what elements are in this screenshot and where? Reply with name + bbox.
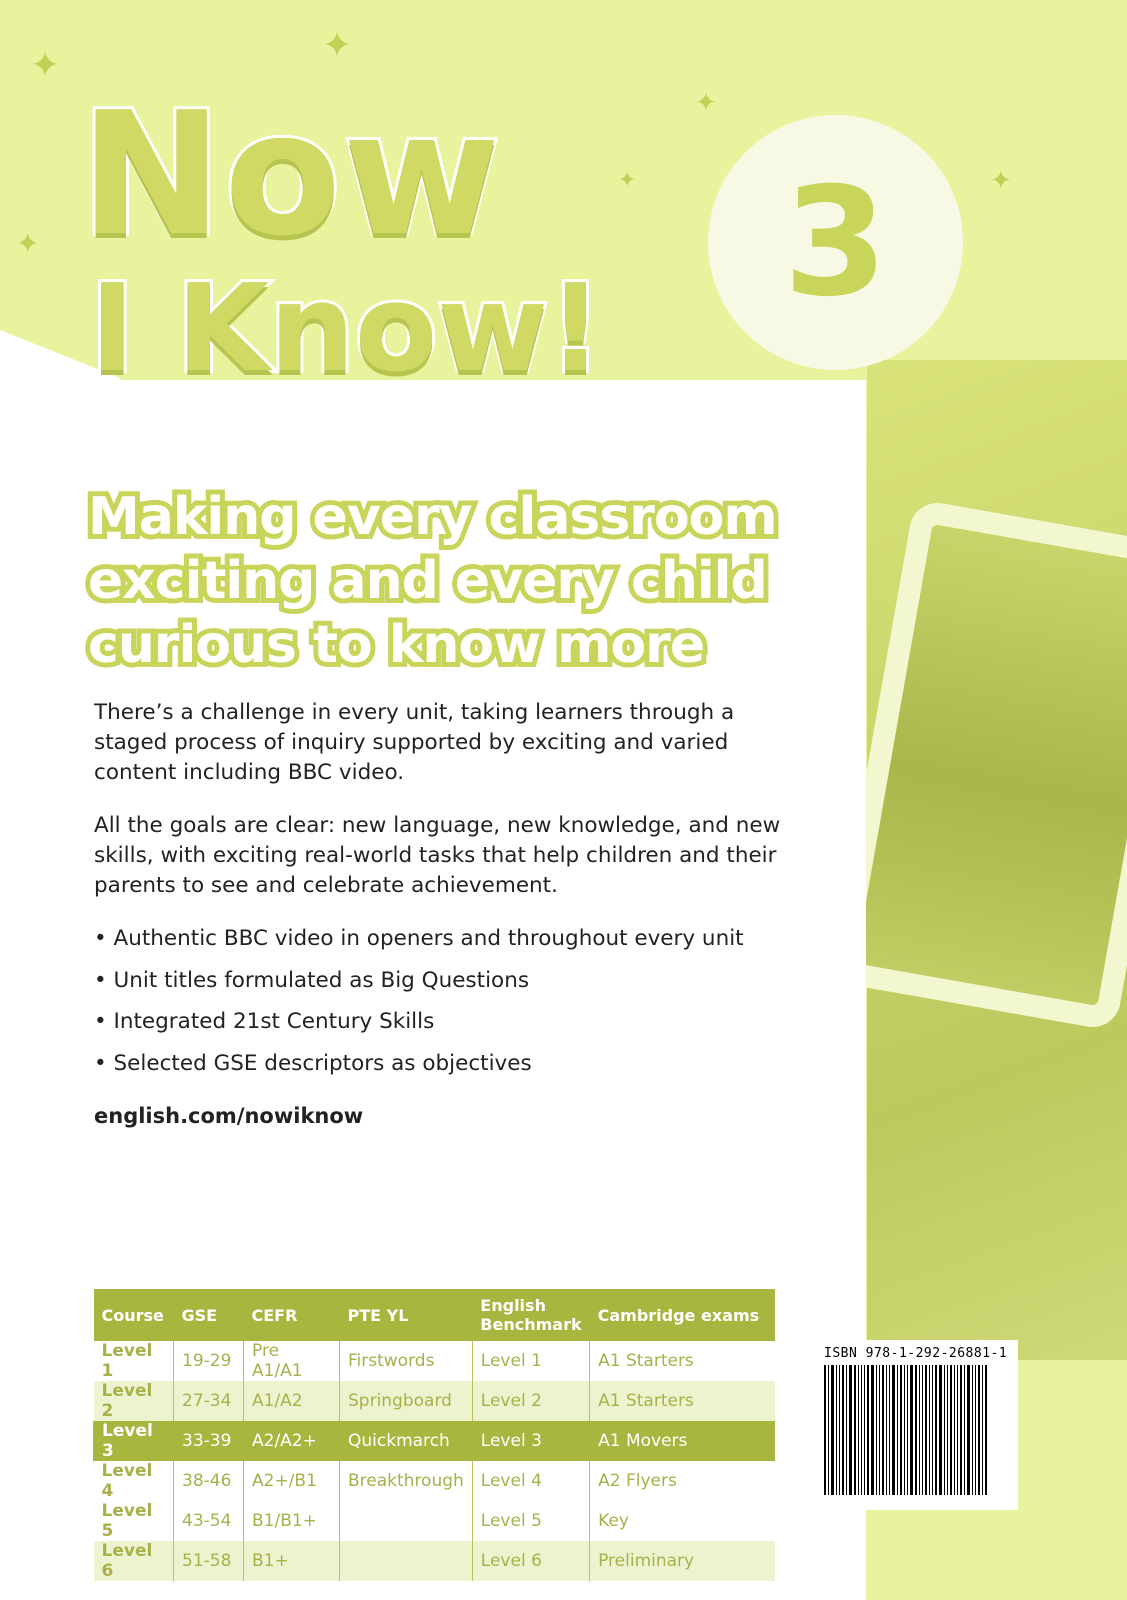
barcode-bar [864,1365,865,1495]
barcode-bar [954,1365,955,1495]
table-row [94,1381,776,1421]
barcode-bar [897,1365,898,1495]
list-item: • Selected GSE descriptors as objectives [94,1049,744,1091]
table-cell: Level 5 [472,1501,589,1541]
barcode-bar [950,1365,952,1495]
barcode-bar [964,1365,965,1495]
level-number: 3 [783,155,888,330]
list-item: • Integrated 21st Century Skills [94,1007,744,1049]
column-header: PTE YL [340,1289,473,1341]
table-cell: Key [590,1501,775,1541]
barcode-bar [867,1365,869,1495]
headline: Making every classroom exciting and every child curious to know more [88,487,777,675]
barcode-bar [842,1365,844,1495]
table-cell: A1 Movers [590,1421,775,1461]
table-cell: Pre A1/A1 [244,1341,340,1381]
barcode-bar [861,1365,862,1495]
table-cell: 51-58 [174,1541,244,1581]
barcode-bar [854,1365,856,1495]
column-header: Cambridge exams [590,1289,775,1341]
barcode-bar [876,1365,877,1495]
barcode-bar [910,1365,913,1495]
sparkle-icon: ✦ [695,88,717,118]
website-link[interactable]: english.com/nowiknow [94,1104,364,1128]
table-cell: 19-29 [174,1341,244,1381]
barcode-bar [892,1365,895,1495]
feature-list [94,924,744,1090]
table-cell: Level 2 [472,1381,589,1421]
barcode-bar [985,1365,987,1495]
barcode-bar [944,1365,945,1495]
barcode-bar [882,1365,884,1495]
barcode-bar [967,1365,970,1495]
table-cell: A2 Flyers [590,1461,775,1501]
table-cell: Preliminary [590,1541,775,1581]
table-cell: A1 Starters [590,1381,775,1421]
table-row [94,1541,776,1581]
goals-paragraph: All the goals are clear: new language, new knowledge, and new skills, with exciting real-world tasks that help children and their parents to see and celebrate achievement. [94,813,781,898]
table-cell: A1/A2 [244,1381,340,1421]
column-header: English Benchmark [472,1289,589,1341]
table-cell: A1 Starters [590,1341,775,1381]
title-line-1: Now [80,76,503,274]
barcode-bar [828,1365,829,1495]
barcode-bar [836,1365,837,1495]
table-cell: Firstwords [340,1341,473,1381]
level-table [93,1289,775,1581]
column-header: GSE [174,1289,244,1341]
barcode-bar [858,1365,859,1495]
barcode-bar [932,1365,933,1495]
table-cell: 27-34 [174,1381,244,1421]
barcode-bar [960,1365,962,1495]
isbn-number: ISBN 978-1-292-26881-1 [824,1346,1008,1361]
table-cell: 43-54 [174,1501,244,1541]
table-cell: Level 6 [472,1541,589,1581]
barcode-bar [957,1365,958,1495]
barcode-bar [907,1365,908,1495]
sparkle-icon: ✦ [990,166,1012,196]
barcode-bar [886,1365,887,1495]
table-cell: Level 2 [94,1381,174,1421]
sparkle-icon: ✦ [30,45,61,86]
table-cell: 38-46 [174,1461,244,1501]
barcode-bar [972,1365,973,1495]
table-cell: Springboard [340,1381,473,1421]
title-line-2: I Know! [90,260,603,399]
sparkle-icon: ✦ [618,168,637,193]
book-title [80,76,603,399]
barcode-bar [922,1365,923,1495]
table-header-row [94,1289,776,1341]
table-cell: Level 1 [472,1341,589,1381]
table-cell: Breakthrough [340,1461,473,1501]
barcode-bar [839,1365,840,1495]
column-header: CEFR [244,1289,340,1341]
table-cell: B1+ [244,1541,340,1581]
table-row [94,1461,776,1501]
sparkle-icon: ✦ [16,227,40,260]
barcode-bar [939,1365,942,1495]
table-row-current-level [94,1421,776,1461]
table-row [94,1341,776,1381]
barcode-bar [929,1365,930,1495]
barcode-bar [900,1365,902,1495]
barcode-bar [849,1365,852,1495]
barcode-bar [982,1365,983,1495]
barcode-bar [919,1365,920,1495]
table-cell: 33-39 [174,1421,244,1461]
table-cell [340,1541,473,1581]
barcode-bars [824,1365,1012,1495]
table-cell: Level 5 [101,1501,153,1541]
barcode-bar [879,1365,880,1495]
barcode-bar [915,1365,917,1495]
list-item: • Authentic BBC video in openers and throughout every unit [94,924,744,966]
barcode-bar [975,1365,976,1495]
table-cell: B1/B1+ [244,1501,340,1541]
table-cell: A2+/B1 [244,1461,340,1501]
table-cell: A2/A2+ [244,1421,340,1461]
table-cell: Level 6 [94,1541,174,1581]
table-cell: Level 4 [101,1461,153,1501]
barcode-bar [824,1365,826,1495]
barcode-bar [925,1365,927,1495]
barcode-bar [889,1365,890,1495]
table-cell: Level 1 [101,1341,153,1381]
barcode-bar [871,1365,874,1495]
list-item: • Unit titles formulated as Big Questions [94,966,744,1008]
table-row [94,1501,776,1541]
sparkle-icon: ✦ [322,25,353,66]
isbn-barcode [818,1340,1018,1510]
table-cell: Level 4 [472,1461,589,1501]
table-cell: Level 3 [472,1421,589,1461]
barcode-bar [935,1365,937,1495]
table-cell: Level 3 [94,1421,174,1461]
intro-paragraph: There’s a challenge in every unit, taking learners through a staged process of inquiry supported by exciting and varied content including BBC video. [94,700,735,785]
table-cell: Quickmarch [340,1421,473,1461]
barcode-bar [904,1365,905,1495]
barcode-bar [978,1365,980,1495]
column-header: Course [94,1289,174,1341]
barcode-bar [947,1365,948,1495]
barcode-bar [831,1365,834,1495]
barcode-bar [846,1365,847,1495]
table-cell [340,1501,473,1541]
